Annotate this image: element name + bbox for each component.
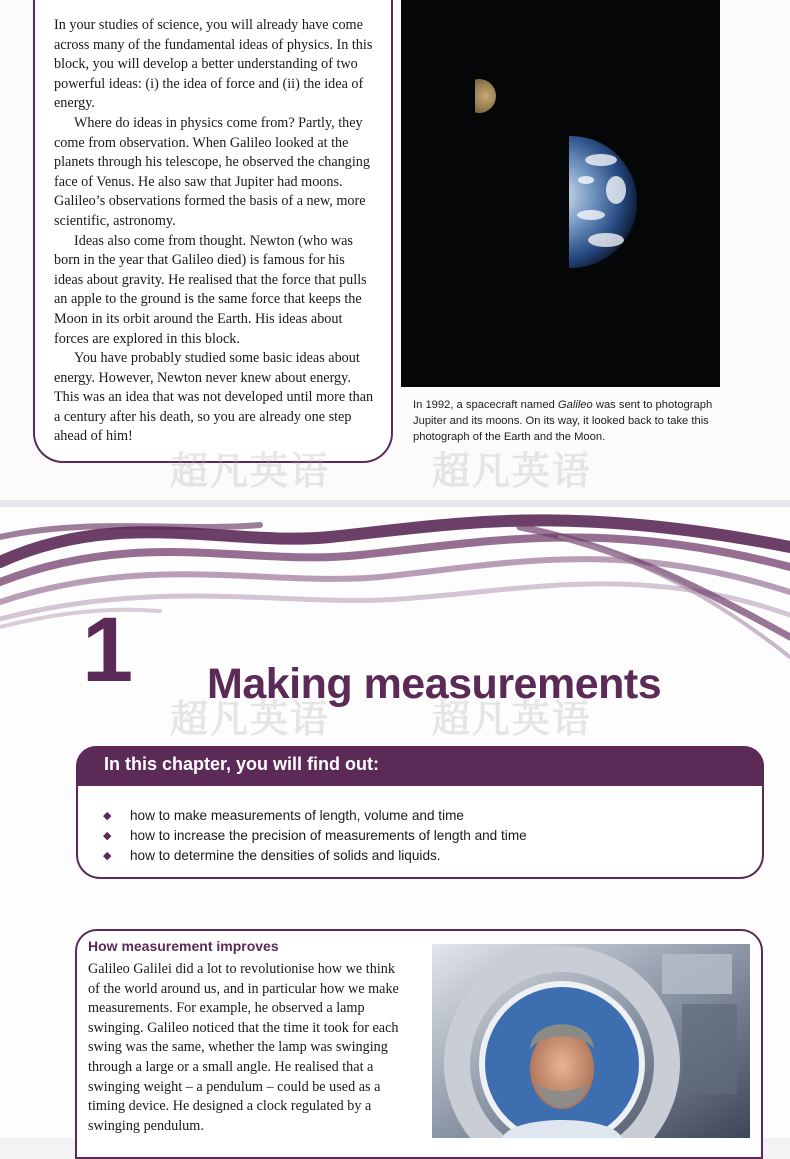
- page-divider: [0, 500, 790, 507]
- how-measurement-heading: How measurement improves: [88, 938, 279, 954]
- chapter-title: Making measurements: [207, 660, 662, 708]
- intro-text: [54, 16, 374, 447]
- diamond-bullet-icon: ◆: [103, 830, 112, 842]
- find-out-list: [103, 806, 527, 866]
- diamond-bullet-icon: ◆: [103, 810, 112, 822]
- list-item: [103, 846, 527, 866]
- list-item: [103, 806, 527, 826]
- list-item-text: how to determine the densities of solids and liquids.: [130, 848, 441, 863]
- caption-spacecraft-name: Galileo: [557, 399, 593, 411]
- watermark: 超凡英语: [170, 697, 331, 741]
- find-out-header: [76, 746, 764, 786]
- list-item-text: how to increase the precision of measurements of length and time: [130, 828, 527, 843]
- chapter-number: 1: [82, 599, 134, 701]
- earth-moon-illustration: [401, 0, 720, 387]
- list-item-text: how to make measurements of length, volume and time: [130, 808, 464, 823]
- photo-caption: [413, 397, 723, 445]
- scientist-lab-photo: [432, 944, 750, 1138]
- scientist-lab-illustration: [432, 944, 750, 1138]
- intro-paragraph: Where do ideas in physics come from? Partly, they come from observation. When Galileo looked at the planets through his telescope, he observed the changing face of Venus. He also saw that Jupiter had moons. Galileo’s observations formed the basis of a new, more scientific, astronomy.: [54, 114, 370, 229]
- how-measurement-text: Galileo Galilei did a lot to revolutionise how we think of the world around us, and in particular how we make measurements. For example, he observed a lamp swinging. Galileo noticed that the time it took for each swing was the same, whether the lamp was swinging through a large or a small angle. He realised that a swinging weight – a pendulum – could be used as a timing device. He designed a clock regulated by a swinging pendulum.: [88, 961, 399, 1134]
- intro-paragraph: You have probably studied some basic ideas about energy. However, Newton never knew about energy. This was an idea that was not developed until more than a century after his death, so you are already one step ahead of him!: [54, 350, 374, 445]
- intro-paragraph: In your studies of science, you will already have come across many of the fundamental ideas of physics. In this block, you will develop a better understanding of two powerful ideas: (i) the idea of force and (ii) the idea of energy.: [54, 17, 373, 112]
- watermark: 超凡英语: [432, 449, 593, 493]
- watermark: 超凡英语: [432, 697, 593, 741]
- caption-text: was sent to photograph Jupiter and its moons. On its way, it looked back to take this photograph of the Earth and the Moon.: [413, 399, 713, 443]
- watermark: 超凡英语: [170, 449, 331, 493]
- caption-text: In 1992, a spacecraft named: [413, 399, 558, 411]
- diamond-bullet-icon: ◆: [103, 850, 112, 862]
- earth-moon-photo: [401, 0, 720, 387]
- intro-paragraph: Ideas also come from thought. Newton (who was born in the year that Galileo died) is famous for his ideas about gravity. He realised that the force that pulls an apple to the ground is the same force that keeps the Moon in its orbit around the Earth. His ideas about forces are explored in this block.: [54, 232, 367, 347]
- find-out-heading: In this chapter, you will find out:: [104, 754, 380, 774]
- list-item: [103, 826, 527, 846]
